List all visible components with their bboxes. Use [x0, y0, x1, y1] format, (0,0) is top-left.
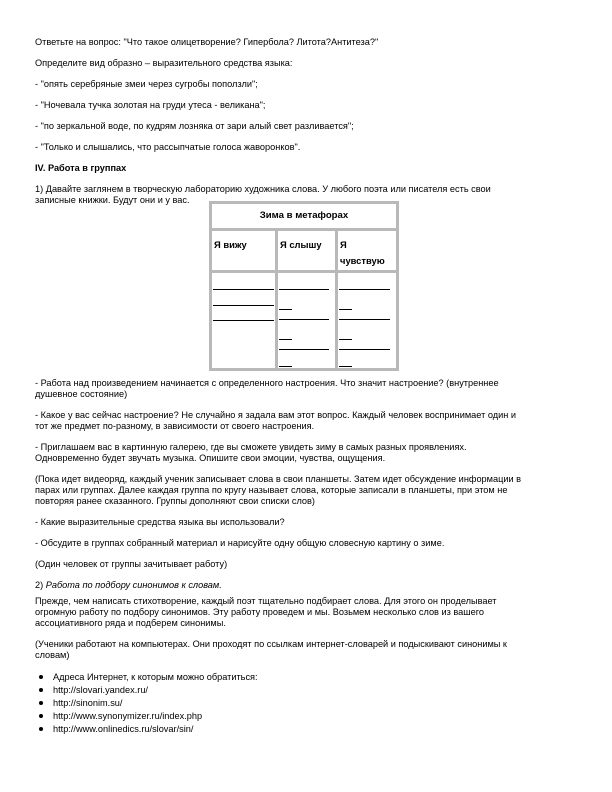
blank-line: [339, 289, 390, 290]
task-2-title: Работа по подбору синонимов к словам.: [45, 580, 222, 590]
video-note-1: (Пока идет видеоряд, каждый ученик записывает слова в свои планшеты. Затем идет обсуждение информации в: [35, 474, 522, 484]
blank-line: [213, 289, 274, 290]
header-cell-feel: [338, 231, 396, 270]
synonyms-line-1: Прежде, чем написать стихотворение, каждый поэт тщательно подбирает слова. Для этого он проделывает: [35, 596, 497, 606]
header-cell-hear: [278, 231, 335, 270]
section-heading: IV. Работа в группах: [35, 163, 127, 173]
body-cell-see: [212, 273, 275, 368]
list-item: Адреса Интернет, к которым можно обратиться:: [53, 672, 258, 683]
link-onlinedics[interactable]: http://www.onlinedics.ru/slovar/sin/: [53, 724, 193, 735]
header-cell-see: [212, 231, 275, 270]
body-cell-feel: [338, 273, 396, 368]
computer-note-2: словам): [35, 650, 70, 660]
task-1-line-2: записные книжки. Будут они и у вас.: [35, 195, 190, 205]
blank-line: [339, 366, 352, 367]
discuss-task: - Обсудите в группах собранный материал и нарисуйте одну общую словесную картину о зиме.: [35, 538, 445, 548]
blank-line: [339, 309, 352, 310]
example-3: - "по зеркальной воде, по кудрям лозняка от зари алый свет разливается";: [35, 121, 354, 131]
gallery-line-1: - Приглашаем вас в картинную галерею, где вы сможете увидеть зиму в самых разных проявлениях.: [35, 442, 467, 452]
mood-line-2: душевное состояние): [35, 389, 128, 399]
means-question: - Какие выразительные средства языка вы использовали?: [35, 517, 285, 527]
blank-line: [339, 349, 390, 350]
bullet-icon: [39, 727, 43, 731]
table-title-cell: [212, 204, 396, 228]
bullet-icon: [39, 701, 43, 705]
blank-line: [279, 309, 292, 310]
blank-line: [279, 366, 292, 367]
synonyms-line-3: ассоциативного ряда и подберем синонимы.: [35, 618, 226, 628]
blank-line: [339, 319, 390, 320]
bullet-icon: [39, 688, 43, 692]
link-sinonim[interactable]: http://sinonim.su/: [53, 698, 122, 709]
mood-line-1: - Работа над произведением начинается с определенного настроения. Что значит настроение? (внутреннее: [35, 378, 499, 388]
blank-line: [213, 305, 274, 306]
bullet-icon: [39, 714, 43, 718]
blank-line: [213, 320, 274, 321]
gallery-line-2: Одновременно будет звучать музыка. Опишите свои эмоции, чувства, ощущения.: [35, 453, 386, 463]
task-2-number: 2): [35, 580, 46, 590]
question-figures: Ответьте на вопрос: "Что такое олицетворение? Гипербола? Литота?Антитеза?": [35, 37, 379, 47]
task-define-means: Определите вид образно – выразительного средства языка:: [35, 58, 293, 68]
group-reading-note: (Один человек от группы зачитывает работу): [35, 559, 228, 569]
blank-line: [279, 319, 329, 320]
bullet-icon: [39, 675, 43, 679]
column-header-feel-2: чувствую: [340, 255, 385, 266]
video-note-2: парах или группах. Далее каждая группа по кругу называет слова, которые записали в планшеты, при этом не: [35, 485, 508, 495]
blank-line: [279, 289, 329, 290]
computer-note-1: (Ученики работают на компьютерах. Они проходят по ссылкам интернет-словарей и подыскивают синонимы к: [35, 639, 507, 649]
link-yandex[interactable]: http://slovari.yandex.ru/: [53, 685, 148, 696]
column-header-see: Я вижу: [214, 239, 247, 250]
example-4: - "Только и слышались, что рассыпчатые голоса жаворонков".: [35, 142, 301, 152]
task-1-line-1: 1) Давайте заглянем в творческую лабораторию художника слова. У любого поэта или писателя есть свои: [35, 184, 491, 194]
mood-question-2: тот же предмет по-разному, в зависимости от своего настроения.: [35, 421, 315, 431]
task-2-heading: [35, 580, 580, 591]
mood-question-1: - Какое у вас сейчас настроение? Не случайно я задала вам этот вопрос. Каждый человек воспринимает один и: [35, 410, 517, 420]
table-title: Зима в метафорах: [259, 210, 349, 221]
blank-line: [279, 349, 329, 350]
example-1: - "опять серебряные змеи через сугробы поползли";: [35, 79, 258, 89]
link-synonymizer[interactable]: http://www.synonymizer.ru/index.php: [53, 711, 202, 722]
blank-line: [339, 339, 352, 340]
metaphor-table: [209, 201, 399, 371]
column-header-hear: Я слышу: [280, 239, 322, 250]
video-note-3: повторяя ранее сказанного. Группы дополняют свои списки слов): [35, 496, 315, 506]
column-header-feel-1: Я: [340, 239, 347, 250]
body-cell-hear: [278, 273, 335, 368]
synonyms-line-2: огромную работу по подбору синонимов. Эту работу проведем и мы. Возьмем несколько слов из вашего: [35, 607, 485, 617]
blank-line: [279, 339, 292, 340]
example-2: - "Ночевала тучка золотая на груди утеса - великана";: [35, 100, 266, 110]
